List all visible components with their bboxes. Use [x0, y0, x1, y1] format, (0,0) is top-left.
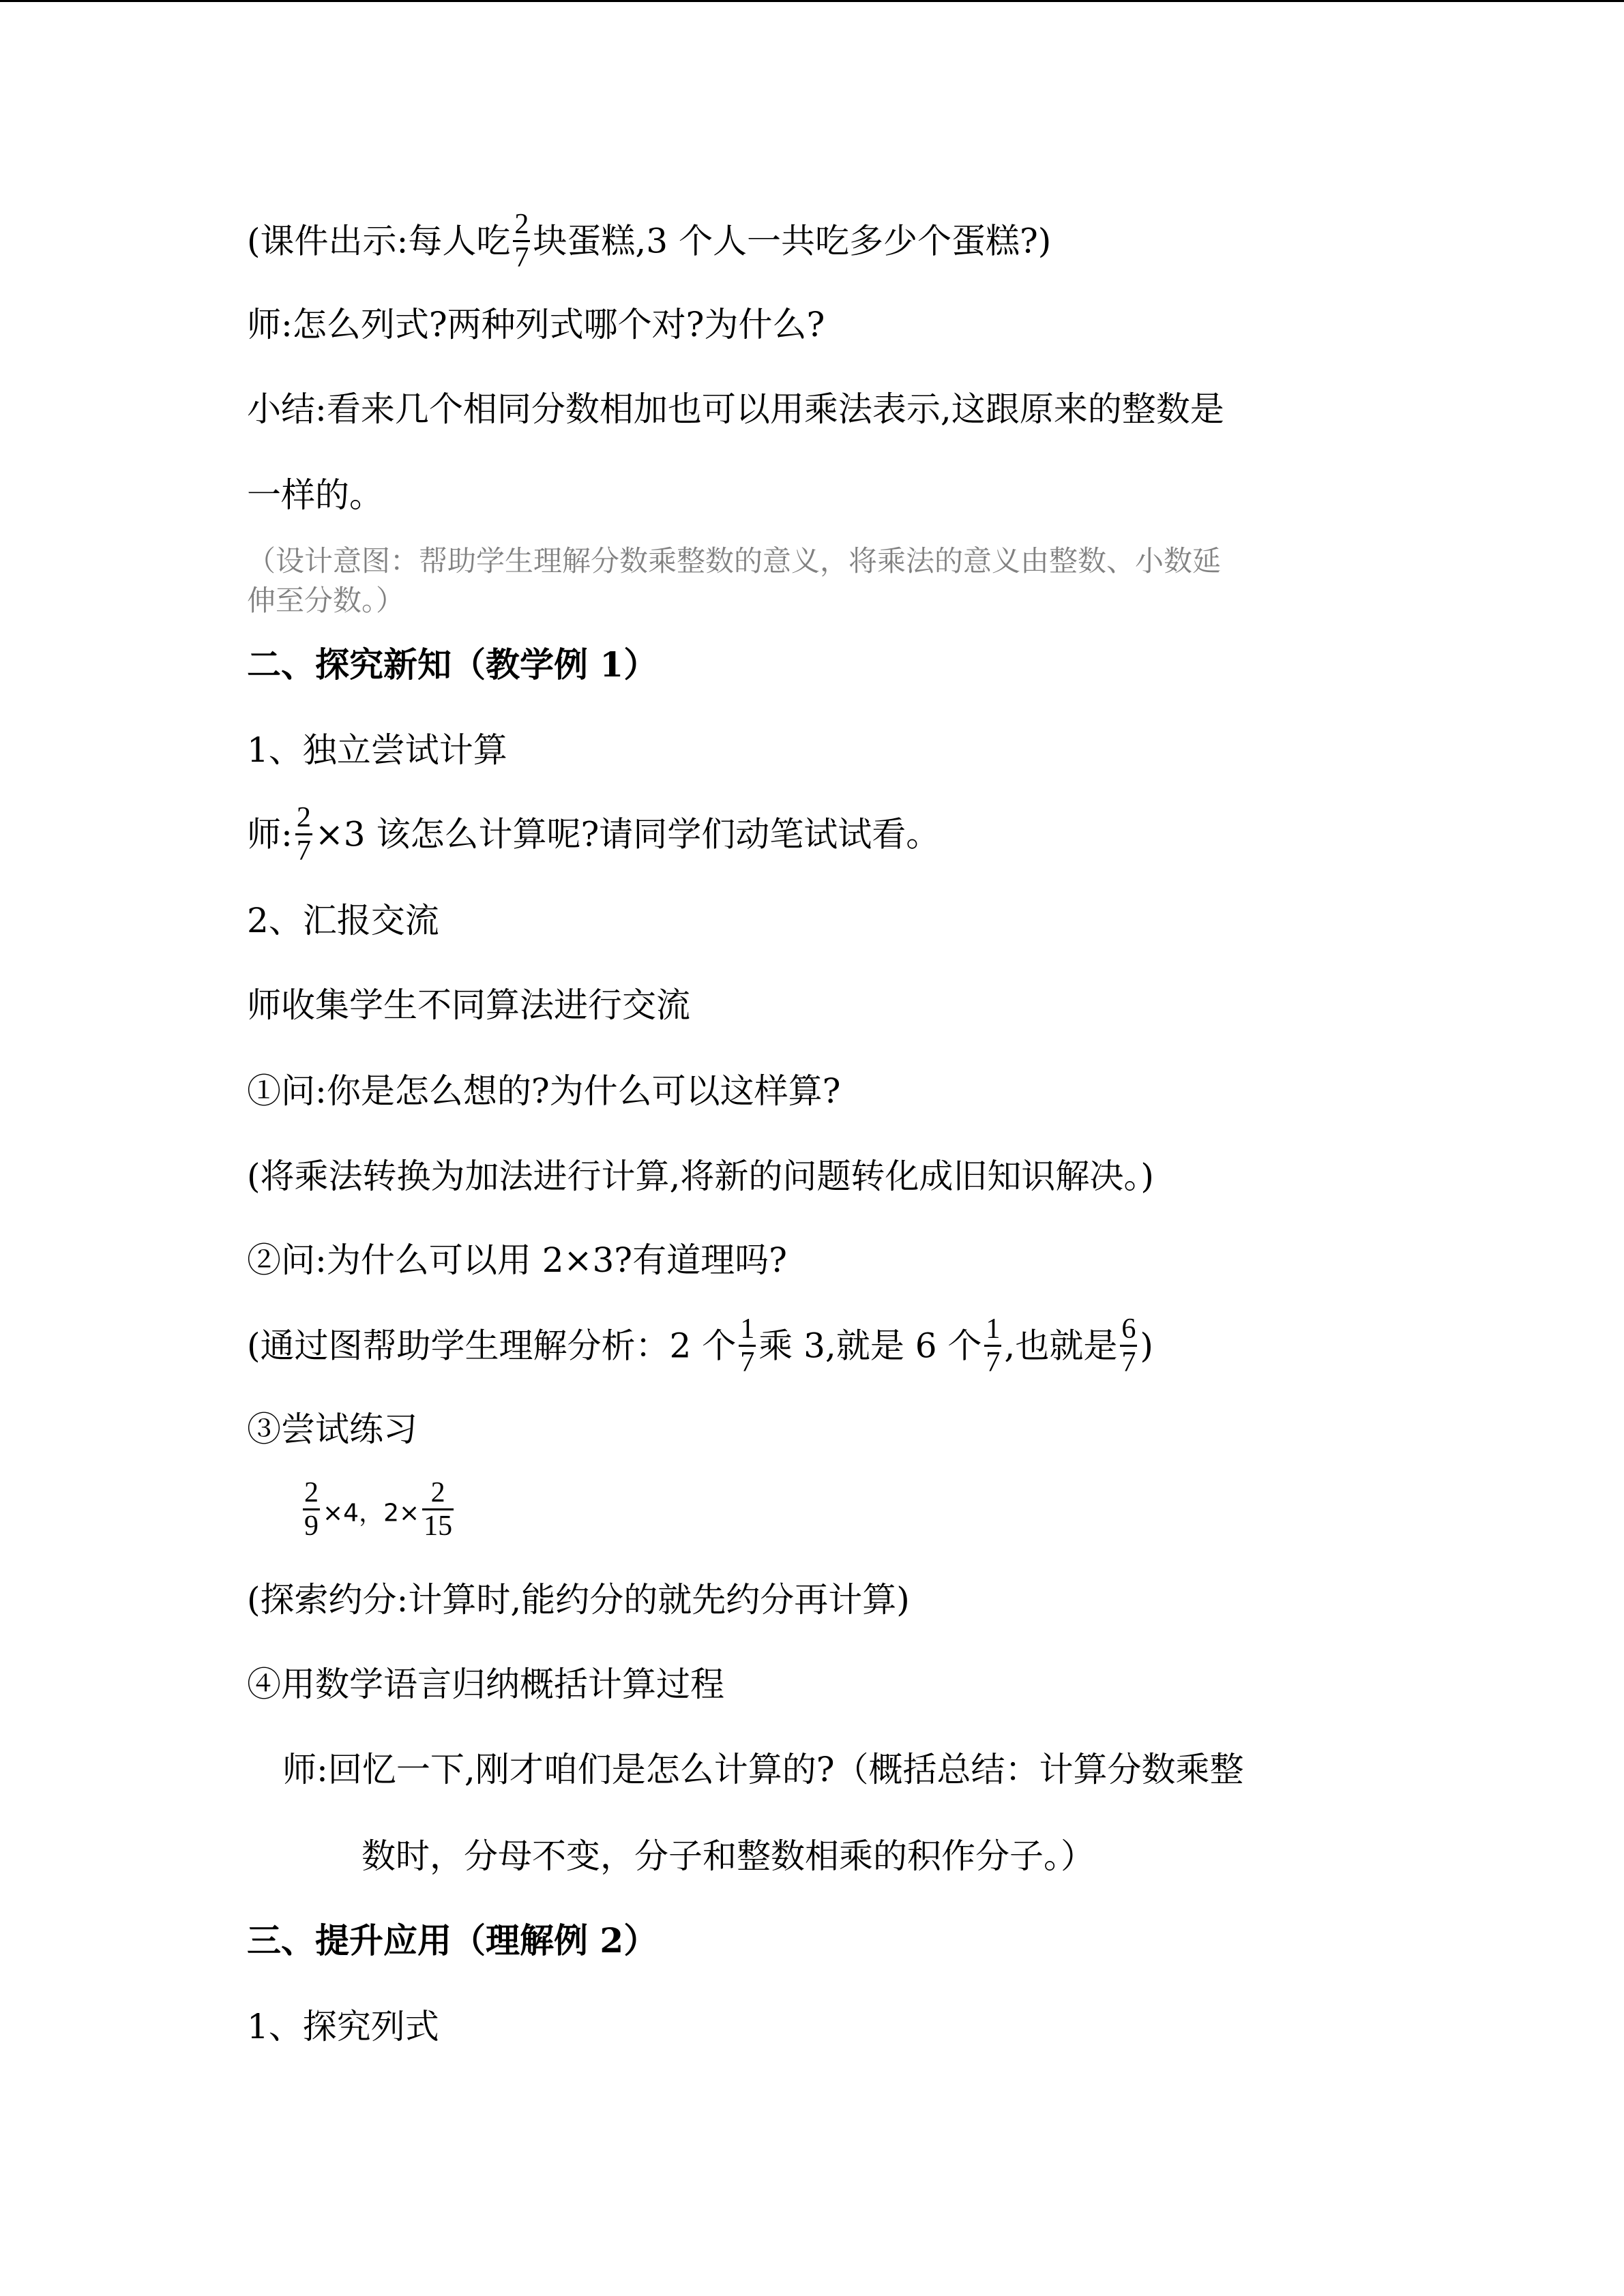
paragraph-teacher-question: 师:怎么列式?两种列式哪个对?为什么? — [247, 305, 825, 344]
fraction: $\frac{6}{7}$ — [1121, 1313, 1136, 1378]
question-2: ②问:为什么可以用 2×3?有道理吗? — [247, 1240, 787, 1280]
paragraph-collect: 师收集学生不同算法进行交流 — [247, 985, 690, 1025]
paragraph-courseware — [247, 211, 1051, 276]
fraction: $\frac{2}{7}$ — [514, 209, 529, 273]
paragraph-summary: 小结:看来几个相同分数相加也可以用乘法表示,这跟原来的整数是 — [247, 389, 1224, 429]
fraction: $\frac{2}{7}$ — [296, 802, 311, 867]
fraction: $\frac{1}{7}$ — [986, 1313, 1001, 1378]
fraction: $\frac{2}{9}$ — [304, 1477, 319, 1542]
teacher-recall: 师:回忆一下,刚才咱们是怎么计算的?（概括总结：计算分数乘整 — [282, 1750, 1244, 1789]
answer-1: (将乘法转换为加法进行计算,将新的问题转化成旧知识解决。) — [247, 1157, 1154, 1196]
teacher-recall-cont: 数时，分母不变，分子和整数相乘的积作分子。） — [361, 1836, 1095, 1876]
question-3: ③尝试练习 — [247, 1410, 417, 1449]
fraction: $\frac{2}{15}$ — [424, 1477, 453, 1542]
question-1: ①问:你是怎么想的?为什么可以这样算? — [247, 1071, 841, 1111]
section-heading-3: 三、提升应用（理解例 2） — [247, 1920, 658, 1960]
step-explore: 1、探究列式 — [247, 2007, 439, 2046]
practice-exercises: $\frac{2}{9}$ ×4，2× $\frac{2}{15}$ — [304, 1477, 453, 1542]
step-2: 2、汇报交流 — [247, 901, 439, 940]
top-border — [0, 0, 1624, 2]
step-1: 1、独立尝试计算 — [247, 730, 507, 770]
answer-3: (探索约分:计算时,能约分的就先约分再计算) — [247, 1580, 910, 1620]
design-note-line2: 伸至分数。） — [247, 584, 405, 617]
answer-2: (通过图帮助学生理解分析：2 个 $\frac{1}{7}$ 乘 3,就是 6 个 $\frac{1}{7}$ ,也就是 $\frac{6}{7}$ ) — [247, 1313, 1153, 1378]
fraction: $\frac{1}{7}$ — [740, 1313, 755, 1378]
question-4: ④用数学语言归纳概括计算过程 — [247, 1665, 724, 1704]
text: (课件出示:每人吃 — [247, 221, 511, 261]
paragraph-try-calc: 师: $\frac{2}{7}$ ×3 该怎么计算呢?请同学们动笔试试看。 — [247, 802, 941, 867]
design-note-line1: （设计意图：帮助学生理解分数乘整数的意义，将乘法的意义由整数、小数延 — [247, 544, 1222, 578]
paragraph-summary-cont: 一样的。 — [247, 475, 383, 515]
text: 块蛋糕,3 个人一共吃多少个蛋糕?) — [533, 221, 1052, 261]
section-heading-2: 二、探究新知（教学例 1） — [247, 644, 658, 685]
